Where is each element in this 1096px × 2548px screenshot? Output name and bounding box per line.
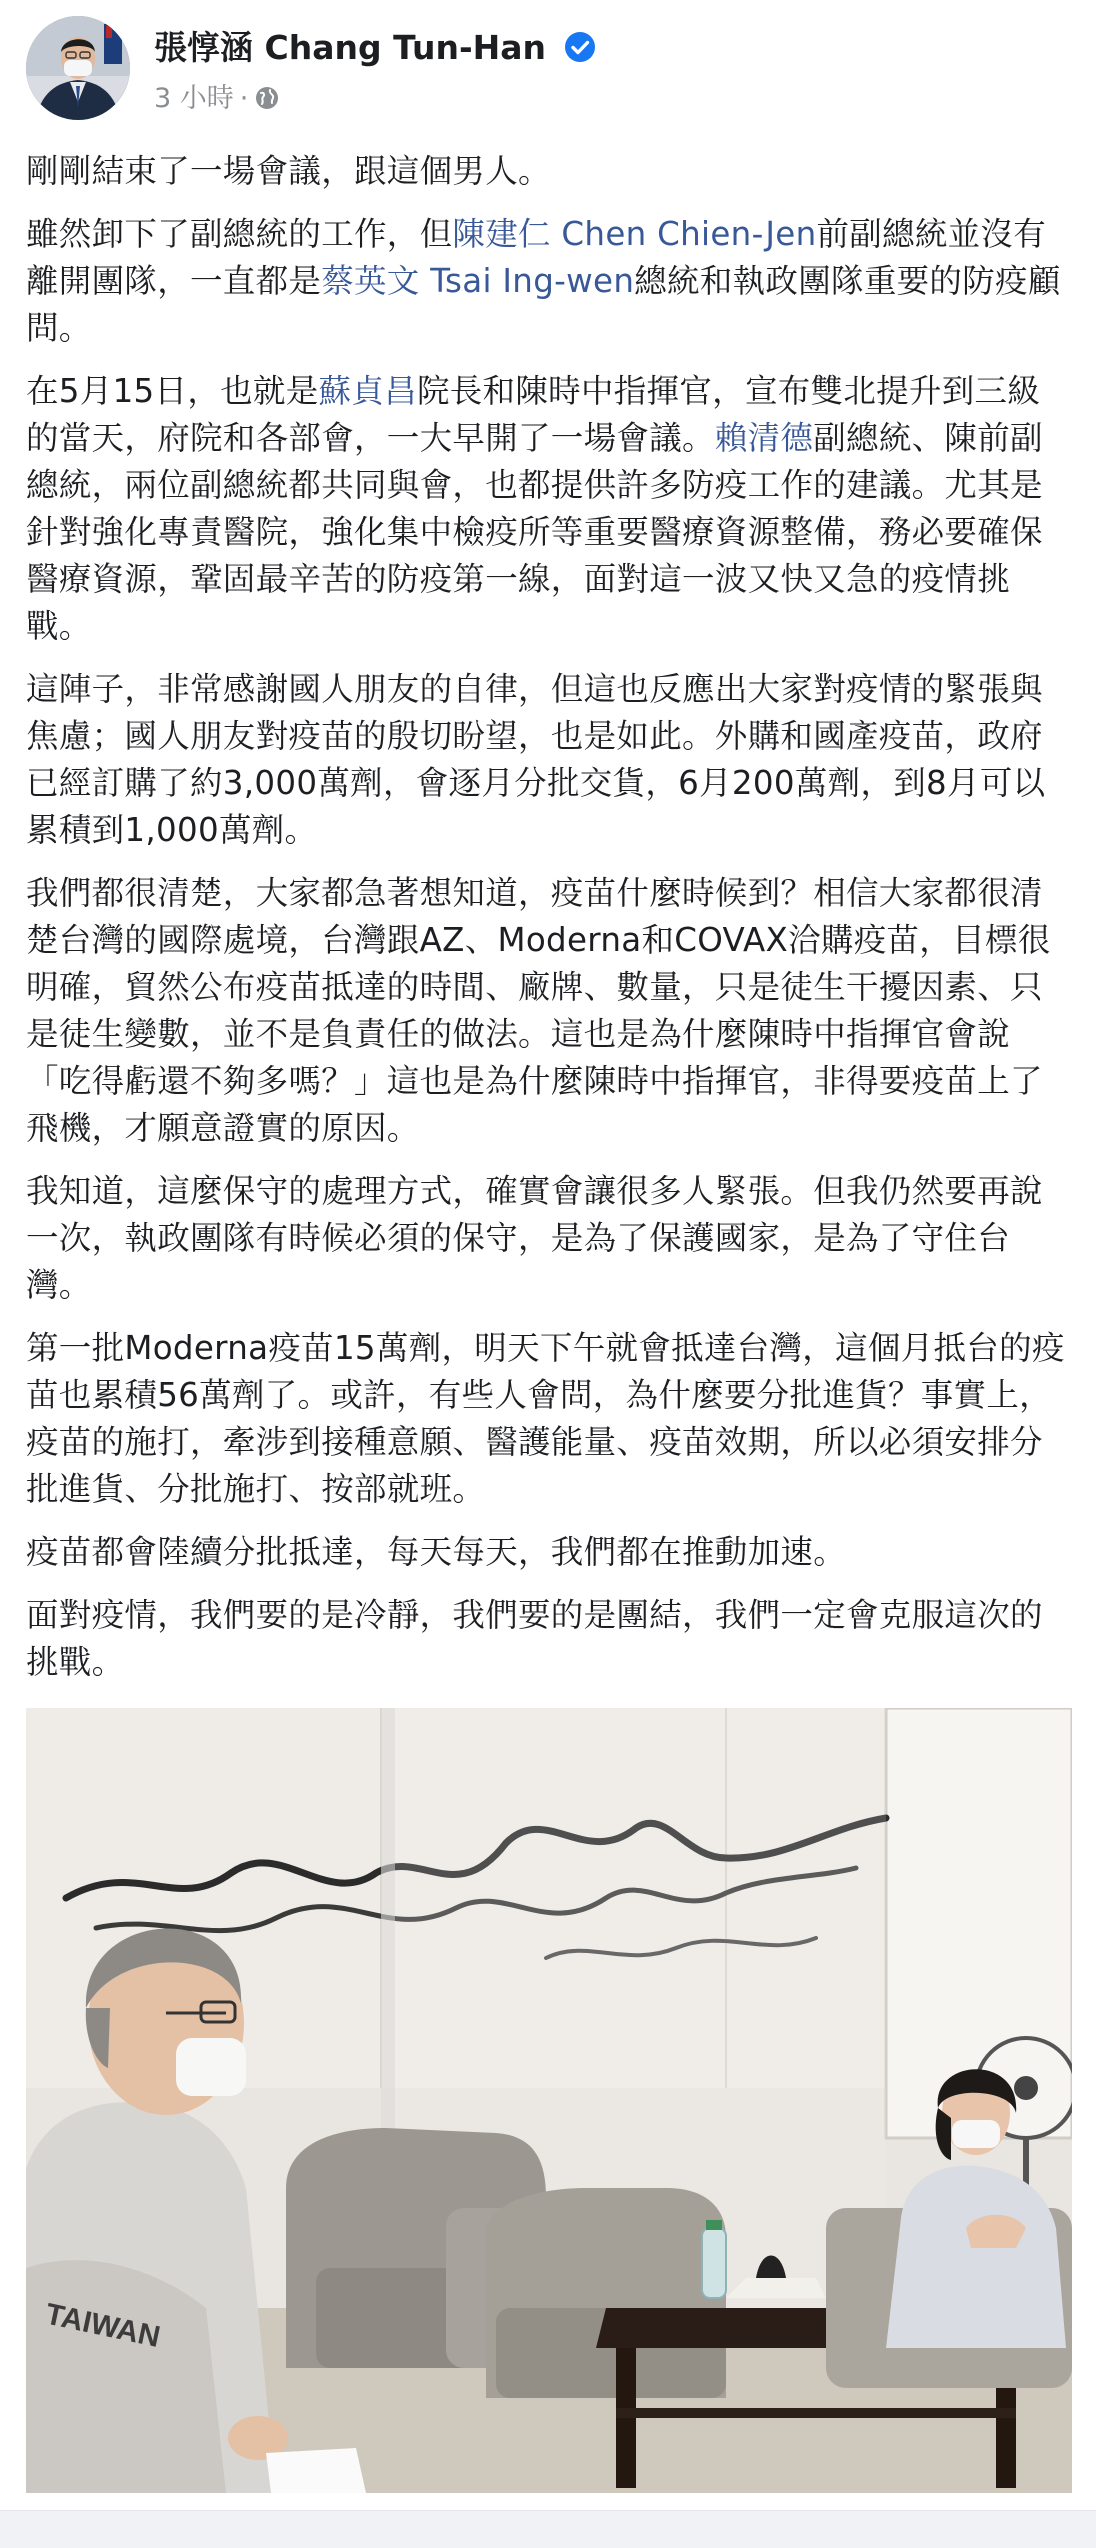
p2-text-3: 總統和執政團隊重要的防疫顧問。 [26,262,1061,347]
meeting-photo-illustration [26,1708,1072,2493]
mention-tsai-ing-wen[interactable]: 蔡英文 Tsai Ing-wen [321,262,635,300]
mention-su-tseng-chang[interactable]: 蘇貞昌 [318,372,417,410]
post-header [26,16,1070,126]
p2-text-2: 前副總統並沒有離開團隊，一直都是 [26,215,1047,300]
verified-badge-icon [564,30,596,62]
author-name[interactable]: 張惇涵 Chang Tun-Han [154,28,547,67]
globe-icon[interactable] [254,84,280,110]
paragraph-6: 我知道，這麼保守的處理方式，確實會讓很多人緊張。但我仍然要再說一次，執政團隊有時候必須的保守，是為了保護國家，是為了守住台灣。 [26,1172,1043,1304]
paragraph-3 [26,368,1066,650]
paragraph-4: 這陣子，非常感謝國人朋友的自律，但這也反應出大家對疫情的緊張與焦慮；國人朋友對疫苗的殷切盼望，也是如此。外購和國產疫苗，政府已經訂購了約3,000萬劑，會逐月分批交貨，6月200萬劑，到8月可以累積到1,000萬劑。 [26,670,1046,849]
post-meta [154,80,280,118]
post-photo[interactable] [26,1708,1072,2493]
mention-chen-chien-jen[interactable]: 陳建仁 Chen Chien-Jen [452,215,817,253]
author-name-row [154,26,596,70]
p2-text-1: 雖然卸下了副總統的工作，但 [26,215,453,253]
p3-text-3: 副總統、陳前副總統，兩位副總統都共同與會，也都提供許多防疫工作的建議。尤其是針對強化專責醫院，強化集中檢疫所等重要醫療資源整備，務必要確保醫療資源，鞏固最辛苦的防疫第一線，面對這一波又快又急的疫情挑戰。 [26,419,1043,645]
meta-separator: · [239,83,249,114]
p3-text-2: 院長和陳時中指揮官，宣布雙北提升到三級的當天，府院和各部會，一大早開了一場會議。 [26,372,1041,457]
post-timestamp[interactable]: 3 小時 [154,83,234,114]
paragraph-2 [26,211,1066,352]
paragraph-5: 我們都很清楚，大家都急著想知道，疫苗什麼時候到？相信大家都很清楚台灣的國際處境，台灣跟AZ、Moderna和COVAX洽購疫苗，目標很明確，貿然公布疫苗抵達的時間、廠牌、數量，只是徒生干擾因素、只是徒生變數，並不是負責任的做法。這也是為什麼陳時中指揮官會說「吃得虧還不夠多嗎？」這也是為什麼陳時中指揮官，非得要疫苗上了飛機，才願意證實的原因。 [26,874,1051,1147]
p3-text-1: 在5月15日，也就是 [26,372,319,410]
post-footer-divider [0,2510,1096,2548]
paragraph-1: 剛剛結束了一場會議，跟這個男人。 [26,152,551,190]
mention-lai-ching-te[interactable]: 賴清德 [714,419,814,457]
paragraph-9: 面對疫情，我們要的是冷靜，我們要的是團結，我們一定會克服這次的挑戰。 [26,1596,1043,1681]
jacket-taiwan-text: TAIWAN [42,2297,163,2354]
paragraph-8: 疫苗都會陸續分批抵達，每天每天，我們都在推動加速。 [26,1533,847,1571]
author-avatar[interactable] [26,16,130,120]
post-text [26,148,1066,1702]
paragraph-7: 第一批Moderna疫苗15萬劑，明天下午就會抵達台灣，這個月抵台的疫苗也累積56萬劑了。或許，有些人會問，為什麼要分批進貨？事實上，疫苗的施打，牽涉到接種意願、醫護能量、疫苗效期，所以必須安排分批進貨、分批施打、按部就班。 [26,1329,1065,1508]
avatar-image [26,16,130,120]
